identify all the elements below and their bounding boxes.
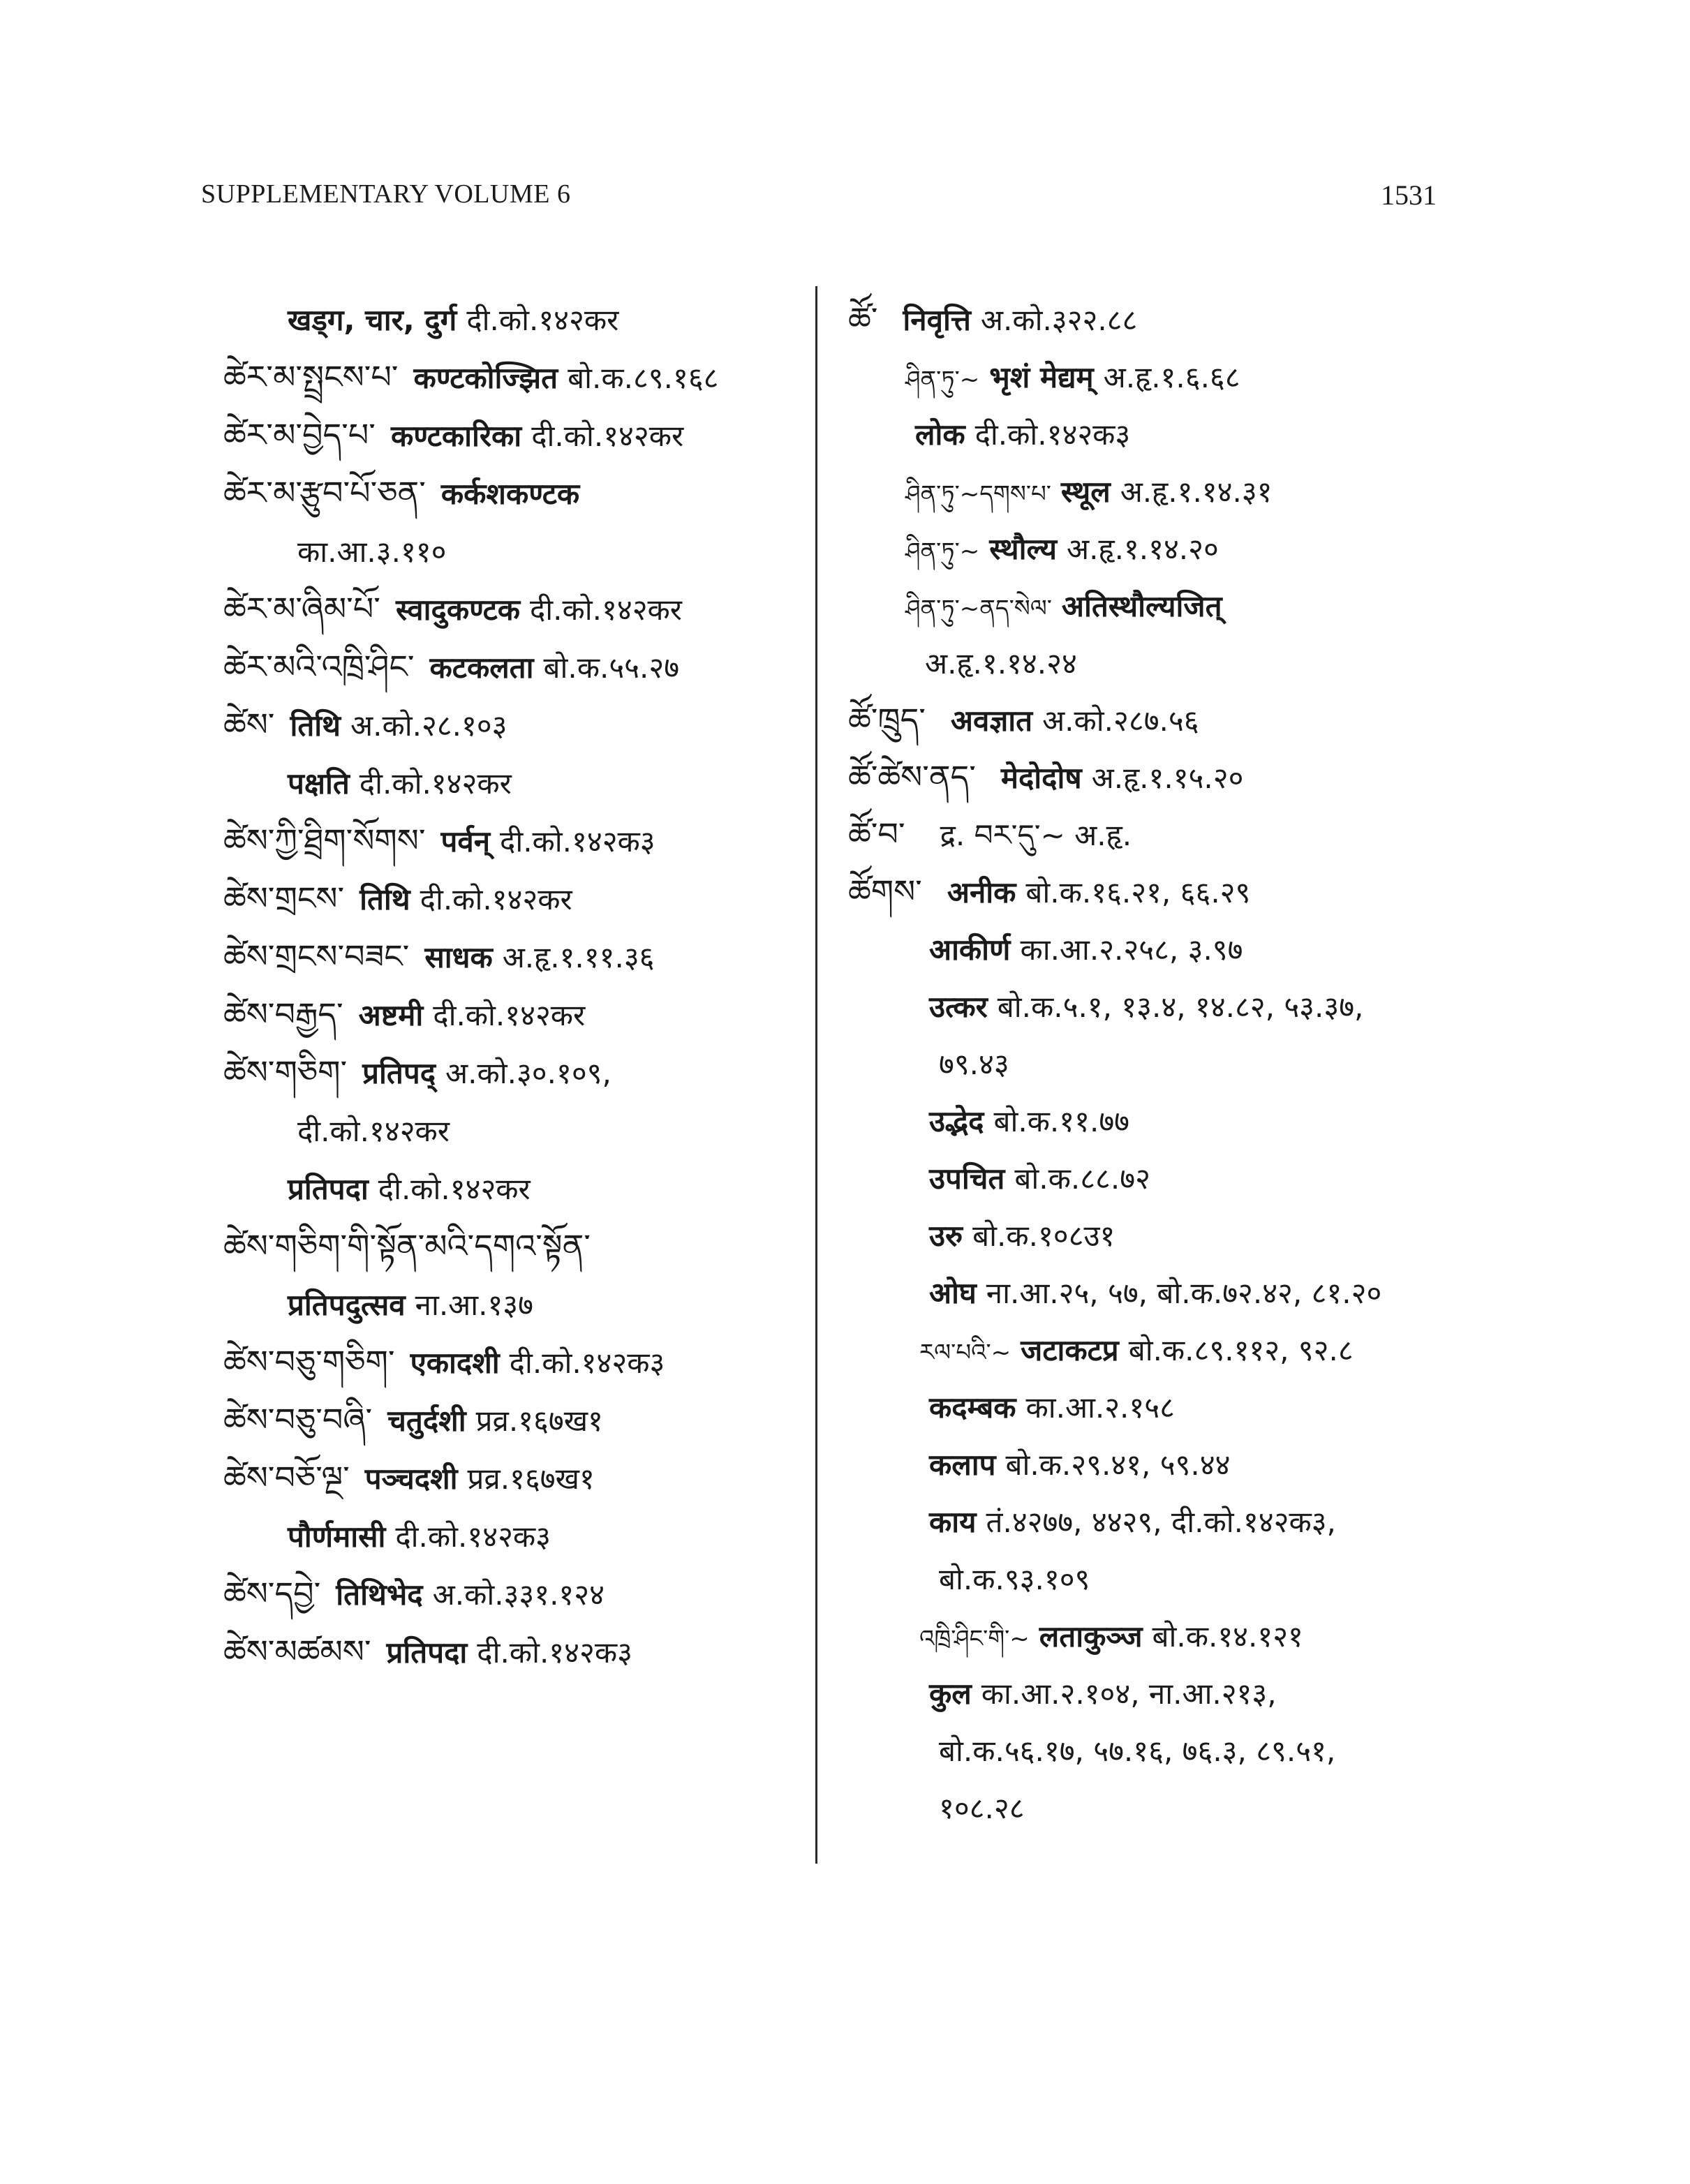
source-reference: बो.क.९३.१०९ <box>939 1562 1090 1596</box>
source-reference: दी.को.१४२कर <box>359 766 512 801</box>
sanskrit-term: कर्कशकण्टक <box>440 477 580 511</box>
source-reference: दी.को.१४२कर <box>420 882 572 916</box>
source-reference: अ.हृ.१.१४.३१ <box>1120 475 1273 509</box>
entry-line <box>223 1623 810 1681</box>
sanskrit-term: अवज्ञात <box>950 704 1033 738</box>
sanskrit-term: भृशं मेद्यम् <box>989 360 1094 394</box>
source-reference: अ.हृ.१.१४.२४ <box>925 646 1077 681</box>
source-reference: का.आ.२.१५८ <box>1025 1390 1175 1425</box>
source-reference: बो.क.१०८उ१ <box>972 1219 1115 1253</box>
source-reference: अ.को.३३१.१२४ <box>432 1577 605 1612</box>
source-reference: बो.क.८८.७२ <box>1014 1161 1150 1196</box>
sanskrit-term: पञ्चदशी <box>364 1462 458 1496</box>
tibetan-term: ཚེས་བཅུ་བཞི་ <box>223 1401 373 1439</box>
sanskrit-term: खड्ग, चार, दुर्ग <box>288 303 457 337</box>
sanskrit-term: एकादशी <box>410 1346 500 1380</box>
right-column <box>848 290 1462 1836</box>
source-reference: बो.क.१६.२१, ६६.२९ <box>1025 875 1251 909</box>
source-reference: का.आ.२.१०४, ना.आ.२१३, <box>981 1677 1277 1711</box>
sanskrit-term: काय <box>929 1505 977 1539</box>
tibetan-prefix: ཤིན་ཏུ་~དགས་པ་ <box>905 480 1051 508</box>
sanskrit-term: प्रतिपदा <box>288 1172 369 1206</box>
sanskrit-term: प्रतिपद् <box>362 1056 436 1090</box>
entry-line <box>223 1159 810 1217</box>
entry-line <box>848 1607 1462 1664</box>
tibetan-term: ཚེར་མ་བྱེད་པ་ <box>223 416 376 454</box>
sanskrit-term: उपचित <box>929 1161 1005 1196</box>
column-divider <box>815 286 817 1864</box>
tibetan-term: ཚོ་ཚེས་ནད་ <box>848 758 976 796</box>
source-reference: बो.क.८९.१६८ <box>568 361 719 395</box>
sanskrit-term: प्रतिपदा <box>386 1635 468 1670</box>
sanskrit-term: पौर्णमासी <box>288 1520 386 1554</box>
source-reference: अ.को.३०.१०९, <box>445 1056 611 1090</box>
entry-line <box>223 1449 810 1507</box>
sanskrit-term: उरु <box>929 1219 963 1253</box>
tibetan-prefix: ཤིན་ཏུ་~ <box>905 537 980 565</box>
entry-line <box>223 812 810 870</box>
entry-line <box>848 348 1462 405</box>
entry-line <box>223 1333 810 1391</box>
source-reference: बो.क.५.१, १३.४, १४.८२, ५३.३७, <box>997 990 1364 1024</box>
source-reference: १०८.२८ <box>939 1791 1025 1825</box>
tibetan-term: ཚེས་བཅུ་གཅིག་ <box>223 1343 395 1381</box>
entry-line <box>848 805 1462 863</box>
source-reference: बो.क.८९.११२, ९२.८ <box>1128 1333 1354 1367</box>
entry-line <box>223 1391 810 1449</box>
sanskrit-term: अष्टमी <box>358 998 424 1032</box>
entry-line <box>848 577 1462 634</box>
entry-line <box>223 464 810 522</box>
entry-line <box>223 522 810 580</box>
sanskrit-term: निवृत्ति <box>903 303 971 337</box>
entry-line <box>223 1275 810 1333</box>
sanskrit-term: तिथिभेद <box>336 1577 423 1612</box>
entry-line <box>848 748 1462 805</box>
source-reference: दी.को.१४२क३ <box>395 1520 551 1554</box>
tibetan-term: ཚེར་མ་ཞིམ་པོ་ <box>223 590 380 627</box>
entry-line <box>848 634 1462 691</box>
entry-line <box>848 920 1462 977</box>
source-reference: अ.हृ.१.६.६८ <box>1103 360 1240 394</box>
tibetan-term: ཚེས་བརྒྱད་ <box>223 995 343 1033</box>
tibetan-term: ཚེས་ཀྱི་ཐྲིག་སོགས་ <box>223 822 426 859</box>
tibetan-term: ཚོ་ <box>848 300 878 338</box>
entry-line <box>848 1664 1462 1721</box>
entry-line <box>223 1101 810 1159</box>
tibetan-term: ཚོ་ཁྲུད་ <box>848 701 926 738</box>
sanskrit-term: कदम्बक <box>929 1390 1016 1425</box>
source-reference: दी.को.१४२कर <box>378 1172 531 1206</box>
sanskrit-term: स्थौल्य <box>989 532 1058 566</box>
source-reference: प्रव्र.१६७ख१ <box>467 1462 595 1496</box>
source-reference: अ.हृ.१.११.३६ <box>502 940 655 974</box>
sanskrit-term: ओघ <box>929 1276 977 1310</box>
source-reference: का.आ.२.२५८, ३.९७ <box>1020 933 1243 967</box>
source-reference: दी.को.१४२क३ <box>477 1635 632 1670</box>
source-reference: दी.को.१४२क३ <box>500 824 655 859</box>
tibetan-term: ཚོ་བ་ <box>848 815 905 853</box>
entry-line <box>848 1092 1462 1149</box>
source-reference: ना.आ.२५, ५७, बो.क.७२.४२, ८१.२० <box>986 1276 1382 1310</box>
tibetan-term: ཚེས་དབྱེ་ <box>223 1575 321 1612</box>
entry-line <box>223 406 810 464</box>
sanskrit-term: कटकलता <box>429 651 534 685</box>
entry-line <box>848 977 1462 1034</box>
source-reference: अ.को.२८७.५६ <box>1042 704 1199 738</box>
entry-line <box>223 1043 810 1101</box>
entry-line <box>223 870 810 928</box>
tibetan-prefix: ཤིན་ཏུ་~ནད་སེལ་ <box>905 595 1052 623</box>
source-reference: अ.हृ.१.१५.२० <box>1091 761 1244 795</box>
source-reference: दी.को.१४२क३ <box>509 1346 665 1380</box>
entry-line <box>223 928 810 986</box>
source-reference: दी.को.१४२कर <box>530 593 682 627</box>
sanskrit-term: उद्भेद <box>929 1104 984 1138</box>
source-reference: बो.क.१४.१२१ <box>1152 1619 1303 1654</box>
source-reference: दी.को.१४२कर <box>466 303 619 337</box>
source-reference: का.आ.३.११० <box>297 535 447 569</box>
source-reference: बो.क.२९.४१, ५९.४४ <box>1005 1448 1231 1482</box>
source-reference: दी.को.१४२कर <box>531 419 684 453</box>
entry-line <box>848 1550 1462 1607</box>
source-reference: बो.क.५५.२७ <box>543 651 680 685</box>
source-reference: अ.को.२८.१०३ <box>350 708 507 743</box>
tibetan-term: ཚེར་མ་སྤྲངས་པ་ <box>223 358 399 396</box>
source-reference: द्र. བར་དུ་~ अ.हृ. <box>940 818 1132 852</box>
entry-line <box>848 1435 1462 1492</box>
tibetan-term: ཚེས་གཅིག་ <box>223 1053 348 1091</box>
tibetan-term: ཚེས་གྲངས་ <box>223 879 345 917</box>
entry-line <box>223 580 810 638</box>
entry-line <box>848 1778 1462 1836</box>
source-reference: अ.को.३२२.८८ <box>980 303 1138 337</box>
tibetan-prefix: འཁྲི་ཤིང་གི་~ <box>919 1625 1030 1653</box>
tibetan-term: ཚེར་མའི་འཁྲི་ཤིང་ <box>223 648 415 685</box>
sanskrit-term: पक्षति <box>288 766 350 801</box>
sanskrit-term: आकीर्ण <box>929 933 1011 967</box>
entry-line <box>223 638 810 696</box>
tibetan-term: ཚེས་བཅོ་ལྔ་ <box>223 1459 350 1496</box>
entry-line <box>848 519 1462 577</box>
entry-line <box>848 863 1462 920</box>
source-reference: दी.को.१४२क३ <box>974 417 1131 452</box>
source-reference: अ.हृ.१.१४.२० <box>1067 532 1219 566</box>
page-number: 1531 <box>1381 179 1437 211</box>
entry-line <box>223 1217 810 1275</box>
entry-line <box>223 754 810 812</box>
entry-line <box>223 696 810 754</box>
entry-line <box>848 1034 1462 1092</box>
tibetan-prefix: ཤིན་ཏུ་~ <box>905 366 980 394</box>
entry-line <box>848 290 1462 348</box>
entry-line <box>223 290 810 348</box>
entry-line <box>848 462 1462 519</box>
tibetan-term: ཚོགས་ <box>848 872 922 910</box>
sanskrit-term: पर्वन् <box>440 824 491 859</box>
source-reference: ना.आ.१३७ <box>415 1288 533 1322</box>
entry-line <box>848 691 1462 748</box>
sanskrit-term: प्रतिपदुत्सव <box>288 1288 406 1322</box>
source-reference: बो.क.५६.१७, ५७.१६, ७६.३, ८९.५१, <box>939 1734 1336 1768</box>
sanskrit-term: अतिस्थौल्यजित् <box>1061 589 1222 623</box>
entry-line <box>223 1507 810 1565</box>
sanskrit-term: साधक <box>424 940 493 974</box>
sanskrit-term: कलाप <box>929 1448 996 1482</box>
entry-line <box>223 1565 810 1623</box>
entry-line <box>848 1263 1462 1321</box>
source-reference: प्रव्र.१६७ख१ <box>475 1404 603 1438</box>
sanskrit-term: तिथि <box>360 882 410 916</box>
sanskrit-term: अनीक <box>947 875 1016 909</box>
entry-line <box>848 1492 1462 1550</box>
entry-line <box>848 1378 1462 1435</box>
left-column <box>223 290 810 1681</box>
running-head: SUPPLEMENTARY VOLUME 6 <box>201 179 571 209</box>
source-reference: ७९.४३ <box>939 1047 1009 1081</box>
tibetan-term: ཚེས་ <box>223 706 275 743</box>
sanskrit-term: उत्कर <box>929 990 988 1024</box>
sanskrit-term: चतुर्दशी <box>387 1404 466 1438</box>
sanskrit-term: स्थूल <box>1060 475 1111 509</box>
tibetan-term: ཚེས་གྲངས་བཟང་ <box>223 937 410 975</box>
tibetan-term: ཚེས་གཅིག་གི་སྟོན་མའི་དགའ་སྟོན་ <box>223 1227 591 1265</box>
sanskrit-term: लताकुञ्ज <box>1039 1619 1143 1654</box>
entry-line <box>848 1149 1462 1206</box>
sanskrit-term: कुल <box>929 1677 972 1711</box>
entry-line <box>223 986 810 1043</box>
entry-line <box>223 348 810 406</box>
source-reference: दी.को.१४२कर <box>297 1114 450 1148</box>
tibetan-prefix: རལ་པའི་~ <box>919 1339 1011 1367</box>
sanskrit-term: तिथि <box>290 708 341 743</box>
sanskrit-term: जटाकटप्र <box>1021 1333 1119 1367</box>
tibetan-term: ཚེས་མཚམས་ <box>223 1633 371 1670</box>
entry-line <box>848 1321 1462 1378</box>
entry-line <box>848 405 1462 462</box>
entry-line <box>848 1206 1462 1263</box>
sanskrit-term: कण्टकोज्झित <box>413 361 558 395</box>
source-reference: बो.क.११.७७ <box>993 1104 1129 1138</box>
source-reference: तं.४२७७, ४४२९, दी.को.१४२क३, <box>986 1505 1336 1539</box>
sanskrit-term: मेदोदोष <box>1000 761 1082 795</box>
source-reference: दी.को.१४२कर <box>433 998 586 1032</box>
sanskrit-term: कण्टकारिका <box>390 419 522 453</box>
sanskrit-term: लोक <box>915 417 965 452</box>
tibetan-term: ཚེར་མ་རྩུབ་པོ་ཅན་ <box>223 474 426 512</box>
sanskrit-term: स्वादुकण्टक <box>395 593 520 627</box>
entry-line <box>848 1721 1462 1778</box>
